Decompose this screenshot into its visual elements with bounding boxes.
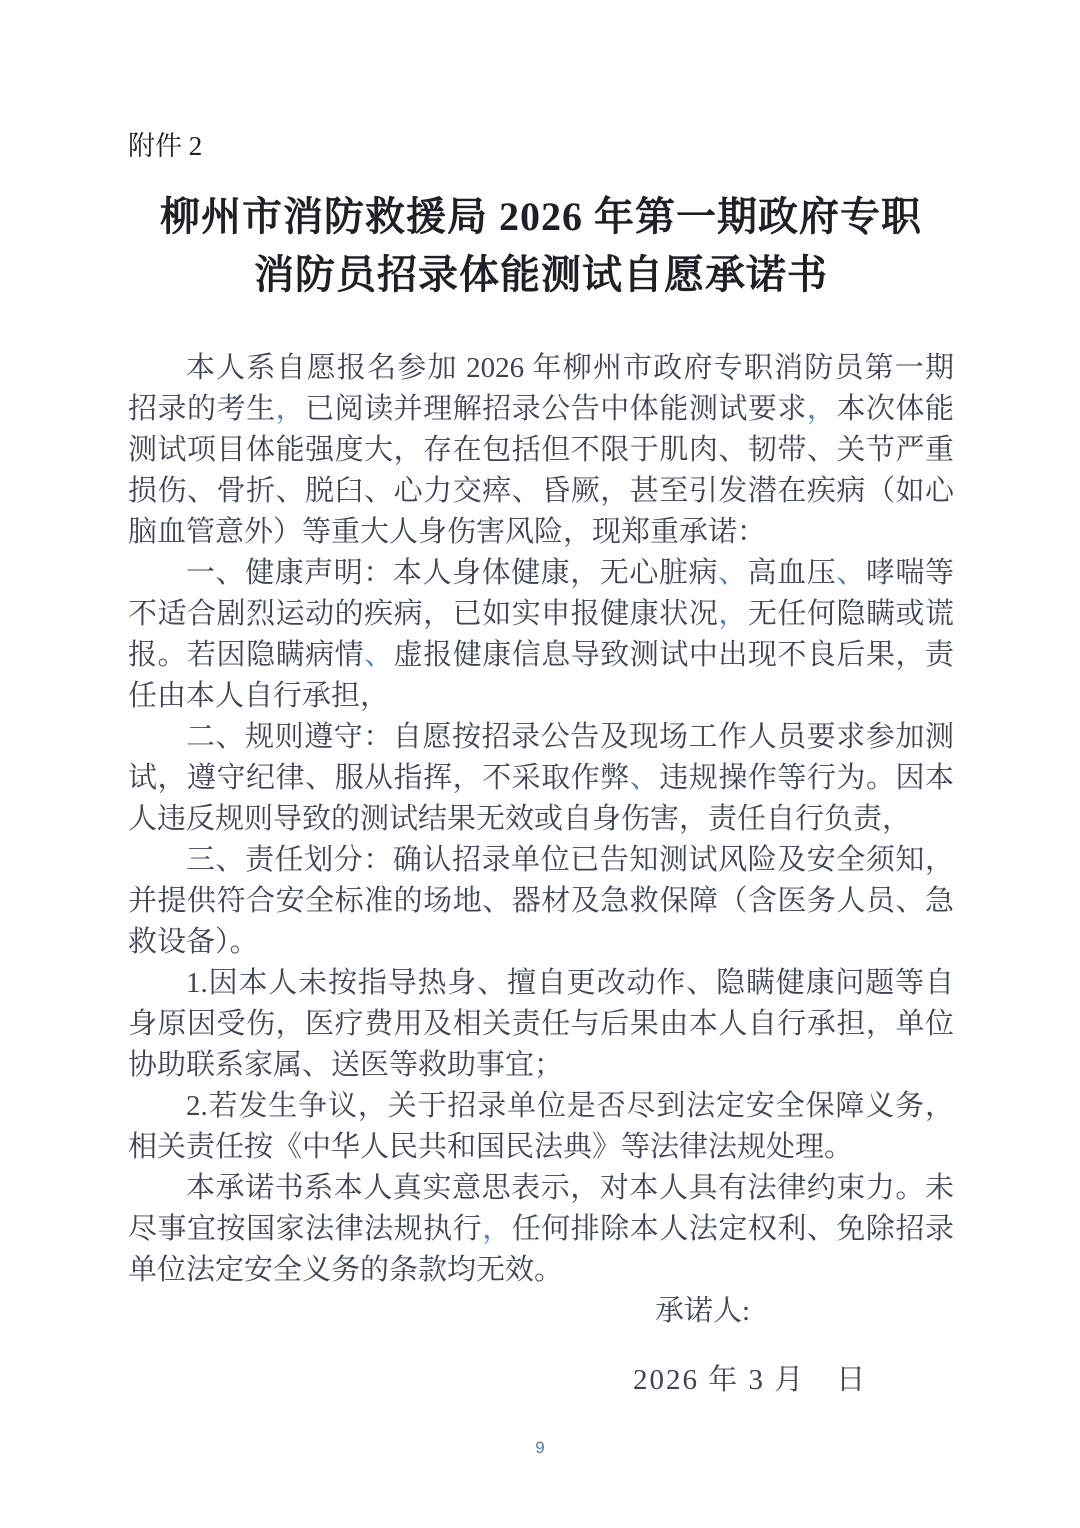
document-content: [128, 130, 954, 1401]
text-run: 三、责任划分：确认招录单位已告知测试风险及安全须知，并提供符合安全标准的场地、器材及急救保障（含医务人员、急救设备）。: [128, 844, 954, 959]
paragraph: [128, 1086, 954, 1168]
blue-punctuation: ，: [718, 598, 748, 631]
page-number: 9: [535, 1438, 545, 1457]
blue-punctuation: 、: [364, 639, 394, 672]
text-run: 违规操作等行为。因本人违反规则导致的测试结果无效或自身伤害，责任自行负责，: [128, 762, 954, 836]
document-title-line2: 消防员招录体能测试自愿承诺书: [254, 252, 828, 298]
text-run: 已阅读并理解招录公告中体能测试要求: [305, 393, 807, 426]
paragraph: [128, 1168, 954, 1291]
text-run: 本人系自愿报名参加 2026 年柳州市政府专职消防员第一期招录的考生: [128, 352, 954, 426]
text-run: 1.因本人未按指导热身、擅自更改动作、隐瞒健康问题等自身原因受伤，医疗费用及相关责任与后果由本人自行承担，单位协助联系家属、送医等救助事宜；: [128, 967, 954, 1082]
paragraph: [128, 963, 954, 1086]
attachment-label: 附件 2: [128, 131, 203, 161]
date-line: 2026 年 3 月 日: [633, 1364, 868, 1397]
text-run: 二、规则遵守：自愿按招录公告及现场工作人员要求参加测试，遵守纪律、服从指挥，不采取作弊: [128, 721, 954, 795]
blue-punctuation: 、: [836, 557, 866, 590]
blue-punctuation: ，: [482, 1213, 512, 1246]
document-title-line1: 柳州市消防救援局 2026 年第一期政府专职: [160, 194, 922, 240]
text-run: 本次体能测试项目体能强度大，存在包括但不限于肌肉、韧带、关节严重损伤、骨折、脱臼、心力交瘁、昏厥，甚至引发潜在疾病（如心脑血管意外）等重大人身伤害风险，现郑重承诺：: [128, 393, 954, 549]
text-run: 2.若发生争议，关于招录单位是否尽到法定安全保障义务，相关责任按《中华人民共和国民法典》等法律法规处理。: [128, 1090, 954, 1164]
text-run: 无任何隐瞒或谎报。若因隐瞒病情: [128, 598, 954, 672]
text-run: 高血压: [747, 557, 837, 590]
paragraph: [128, 553, 954, 717]
blue-punctuation: 、: [718, 557, 748, 590]
blue-punctuation: ，: [806, 393, 837, 426]
document-body: [128, 348, 954, 1291]
document-title: [128, 188, 954, 304]
blue-punctuation: ，: [275, 393, 306, 426]
paragraph: [128, 717, 954, 840]
text-run: 哮喘等不适合剧烈运动的疾病，已如实申报健康状况: [128, 557, 954, 631]
paragraph: [128, 840, 954, 963]
paragraph: [128, 348, 954, 553]
blue-punctuation: 、: [629, 762, 660, 795]
text-run: 任何排除本人法定权利、免除招录单位法定安全义务的条款均无效。: [128, 1213, 954, 1287]
text-run: 虚报健康信息导致测试中出现不良后果，责任由本人自行承担，: [128, 639, 954, 713]
text-run: 本承诺书系本人真实意思表示，对本人具有法律约束力。未尽事宜按国家法律法规执行: [128, 1172, 954, 1246]
signature-line: 承诺人:: [655, 1295, 751, 1328]
text-run: 一、健康声明：本人身体健康，无心脏病: [186, 557, 719, 590]
